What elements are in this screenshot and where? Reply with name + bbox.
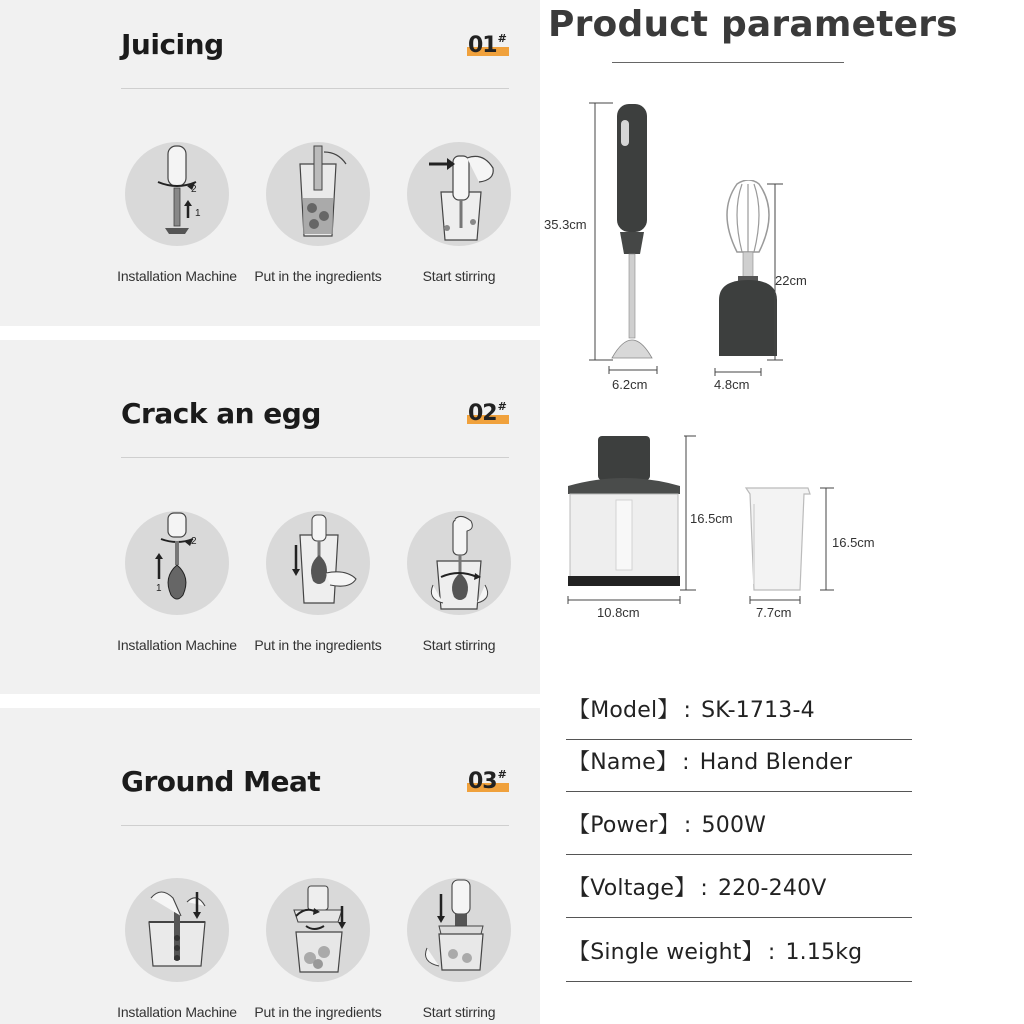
spec-sep: : (767, 940, 776, 965)
panel-number-mark: # (497, 768, 506, 781)
beaker-image (740, 484, 840, 606)
spec-key: 【Voltage】 (568, 876, 697, 901)
panel-number-mark: # (497, 32, 506, 45)
spec-divider (566, 791, 912, 792)
dim-whisk-width: 4.8cm (714, 377, 750, 392)
step-label: Start stirring (422, 1004, 496, 1020)
panel-number: 02 (468, 401, 497, 426)
whisk-ingredients-icon (266, 511, 370, 615)
spec-key: 【Name】 (568, 750, 679, 775)
dim-blender-height: 35.3cm (544, 217, 587, 232)
dim-whisk-height: 22cm (775, 273, 807, 288)
svg-text:2: 2 (191, 536, 197, 547)
spec-sep: : (683, 813, 692, 838)
step-label: Put in the ingredients (254, 1004, 382, 1020)
step-label: Installation Machine (117, 637, 237, 653)
panel-title: Crack an egg (121, 397, 321, 430)
params-title: Product parameters (548, 4, 958, 45)
spec-divider (566, 981, 912, 982)
panel-divider (121, 457, 509, 458)
spec-row-name (566, 730, 912, 792)
panel-juicing (0, 0, 540, 326)
install-icon (125, 142, 229, 246)
whisk-image (705, 180, 785, 376)
stirring-icon (407, 142, 511, 246)
panel-ground-meat (0, 708, 540, 1024)
dim-beaker-width: 7.7cm (756, 605, 792, 620)
spec-value: SK-1713-4 (701, 698, 815, 723)
step-ingredients (243, 511, 393, 653)
params-title-underline (612, 62, 844, 63)
whisk-install-icon (125, 511, 229, 615)
step-installation (102, 142, 252, 284)
chopper-ingredients-icon (266, 878, 370, 982)
whisk-stirring-icon (407, 511, 511, 615)
spec-divider (566, 854, 912, 855)
panel-number: 03 (468, 769, 497, 794)
step-label: Start stirring (422, 268, 496, 284)
step-stirring (384, 511, 534, 653)
spec-key: 【Single weight】 (568, 940, 764, 965)
step-label: Put in the ingredients (254, 637, 382, 653)
spec-sep: : (700, 876, 708, 901)
svg-text:1: 1 (195, 208, 201, 219)
panel-number-badge (467, 32, 509, 58)
chopper-install-icon (125, 878, 229, 982)
spec-key: 【Power】 (568, 813, 680, 838)
spec-row-power (566, 793, 912, 855)
step-ingredients (243, 878, 393, 1020)
step-label: Put in the ingredients (254, 268, 382, 284)
spec-value: 500W (701, 813, 767, 838)
step-label: Installation Machine (117, 1004, 237, 1020)
hand-blender-image (585, 98, 675, 376)
spec-row-weight (566, 920, 912, 982)
spec-divider (566, 917, 912, 918)
spec-key: 【Model】 (568, 698, 680, 723)
step-ingredients (243, 142, 393, 284)
panel-divider (121, 88, 509, 89)
spec-sep: : (682, 750, 690, 775)
chopper-stirring-icon (407, 878, 511, 982)
step-stirring (384, 142, 534, 284)
dim-blender-width: 6.2cm (612, 377, 648, 392)
panel-number-mark: # (497, 400, 506, 413)
panel-number: 01 (468, 33, 497, 58)
panel-divider (121, 825, 509, 826)
panel-title: Juicing (121, 28, 224, 61)
panel-number-badge (467, 400, 509, 426)
spec-value: Hand Blender (699, 750, 853, 775)
dim-chopper-width: 10.8cm (597, 605, 640, 620)
spec-row-voltage (566, 856, 912, 918)
ingredients-icon (266, 142, 370, 246)
spec-sep: : (683, 698, 692, 723)
panel-crack-an-egg (0, 340, 540, 694)
spec-value: 1.15kg (785, 940, 863, 965)
step-stirring (384, 878, 534, 1020)
step-installation (102, 511, 252, 653)
panel-number-badge (467, 768, 509, 794)
step-label: Start stirring (422, 637, 496, 653)
panel-title: Ground Meat (121, 765, 321, 798)
svg-text:2: 2 (191, 184, 197, 195)
svg-text:1: 1 (156, 583, 162, 594)
chopper-bowl-image (560, 430, 700, 610)
spec-value: 220-240V (717, 876, 827, 901)
dim-beaker-height: 16.5cm (832, 535, 875, 550)
step-label: Installation Machine (117, 268, 237, 284)
dim-chopper-height: 16.5cm (690, 511, 733, 526)
step-installation (102, 878, 252, 1020)
